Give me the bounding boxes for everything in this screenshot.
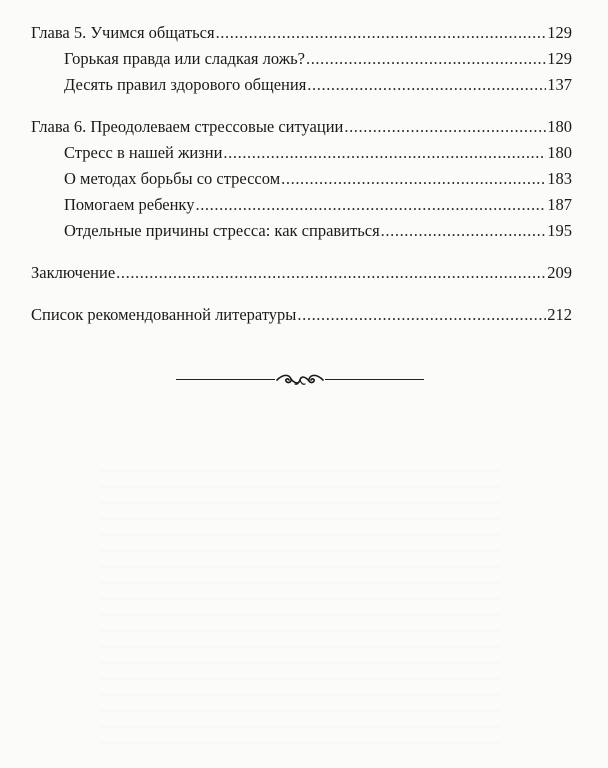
toc-entry-page: 180 bbox=[547, 117, 572, 136]
toc-entry-title: Глава 5. Учимся общаться bbox=[31, 23, 215, 42]
flourish-icon bbox=[275, 370, 325, 390]
toc-entry-chapter-5 bbox=[31, 20, 572, 46]
toc-entry-title: Заключение bbox=[31, 263, 116, 282]
toc-leader-dots bbox=[297, 302, 546, 328]
toc-entry-title: Помогаем ребенку bbox=[64, 195, 195, 214]
toc-entry-page: 212 bbox=[547, 305, 572, 324]
toc-entry-helping-child bbox=[31, 192, 572, 218]
toc-leader-dots bbox=[307, 72, 546, 98]
toc-entry-title: Горькая правда или сладкая ложь? bbox=[64, 49, 305, 68]
toc-entry-page: 180 bbox=[547, 143, 572, 162]
toc-entry-ten-rules bbox=[31, 72, 572, 98]
toc-entry-page: 187 bbox=[547, 195, 572, 214]
toc-entry-page: 129 bbox=[547, 23, 572, 42]
toc-entry-stress-methods bbox=[31, 166, 572, 192]
toc-entry-page: 195 bbox=[547, 221, 572, 240]
toc-leader-dots bbox=[381, 218, 547, 244]
toc-leader-dots bbox=[216, 20, 547, 46]
toc-entry-stress-causes bbox=[31, 218, 572, 244]
toc-entry-page: 129 bbox=[547, 49, 572, 68]
toc-entry-title: Стресс в нашей жизни bbox=[64, 143, 223, 162]
toc-entry-chapter-6 bbox=[31, 114, 572, 140]
toc-entry-conclusion bbox=[31, 260, 572, 286]
toc-leader-dots bbox=[116, 260, 546, 286]
toc-entry-page: 209 bbox=[547, 263, 572, 282]
table-of-contents bbox=[31, 20, 572, 328]
toc-leader-dots bbox=[281, 166, 546, 192]
toc-entry-bitter-truth bbox=[31, 46, 572, 72]
toc-leader-dots bbox=[223, 140, 546, 166]
show-through-texture bbox=[100, 470, 500, 750]
section-divider bbox=[176, 370, 424, 390]
toc-entry-page: 183 bbox=[547, 169, 572, 188]
toc-entry-title: Глава 6. Преодолеваем стрессовые ситуации bbox=[31, 117, 344, 136]
toc-entry-title: Отдельные причины стресса: как справиться bbox=[64, 221, 380, 240]
toc-entry-stress-in-life bbox=[31, 140, 572, 166]
toc-leader-dots bbox=[306, 46, 546, 72]
toc-leader-dots bbox=[344, 114, 546, 140]
toc-entry-title: О методах борьбы со стрессом bbox=[64, 169, 281, 188]
toc-entry-title: Список рекомендованной литературы bbox=[31, 305, 297, 324]
toc-leader-dots bbox=[195, 192, 546, 218]
toc-entry-title: Десять правил здорового общения bbox=[64, 75, 307, 94]
toc-entry-page: 137 bbox=[547, 75, 572, 94]
toc-entry-bibliography bbox=[31, 302, 572, 328]
